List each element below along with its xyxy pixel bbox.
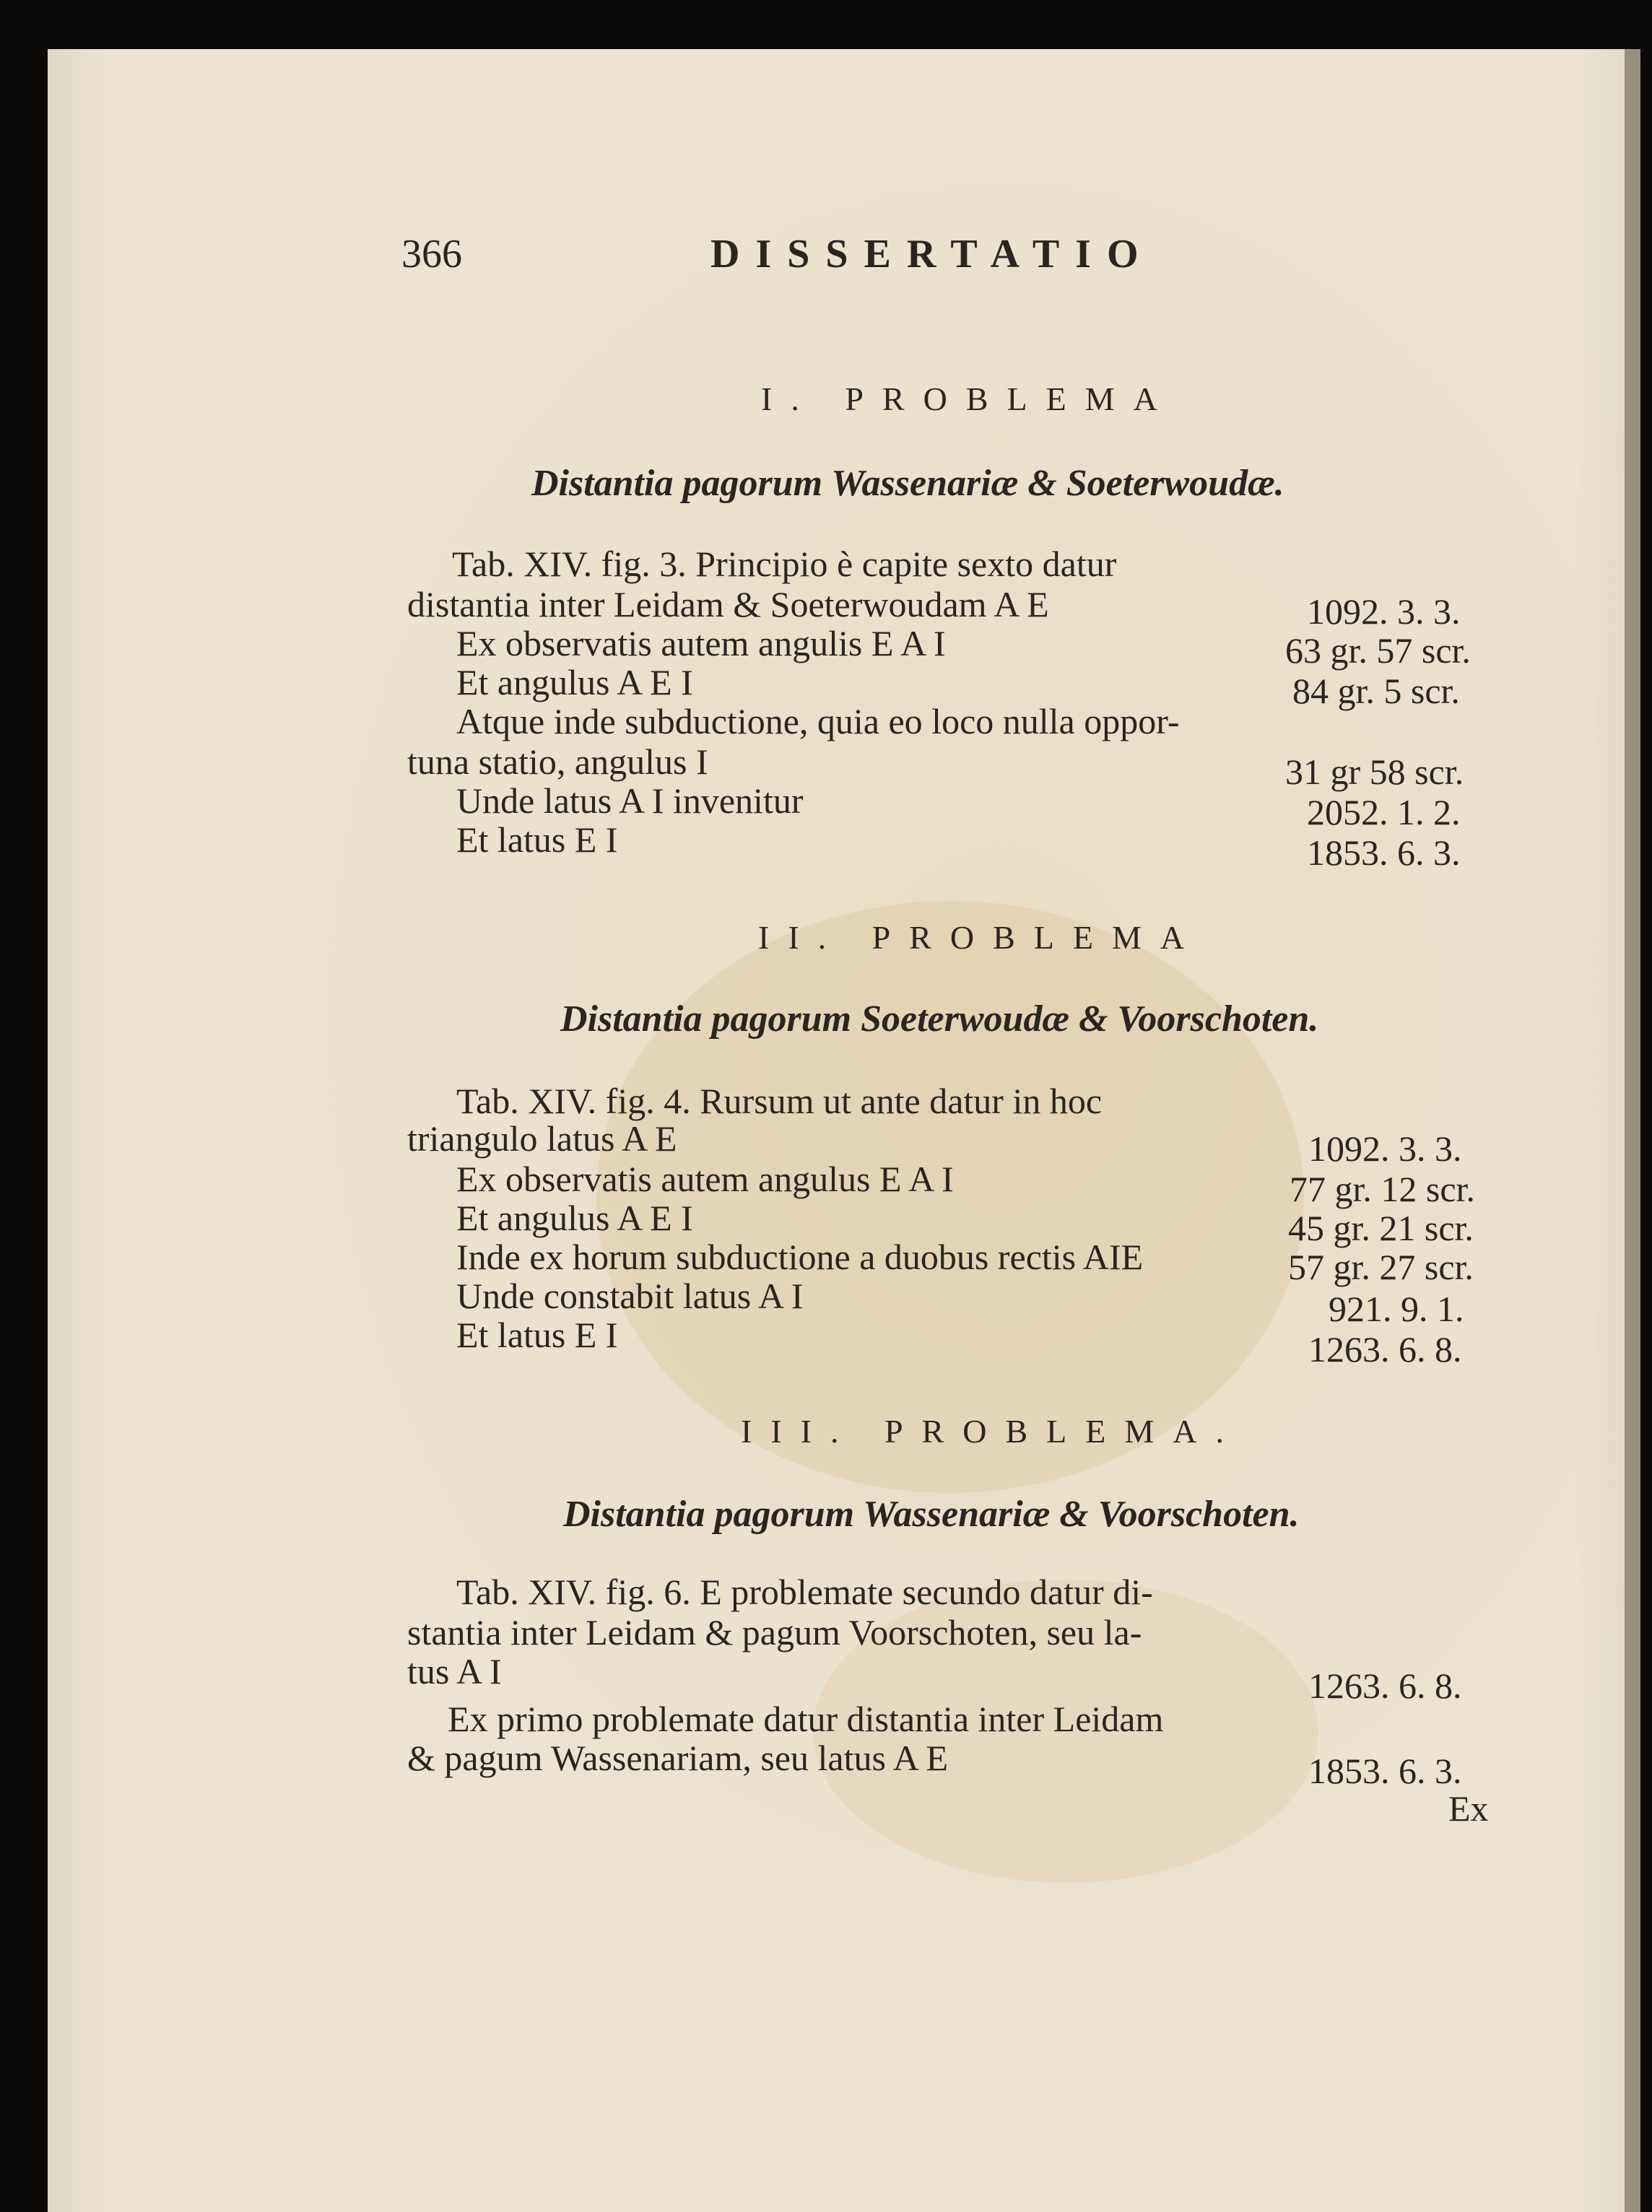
text-line: tuna statio, angulus I [407, 741, 708, 782]
text-line: Et latus E I [456, 819, 618, 860]
text-line: Tab. XIV. fig. 3. Principio è capite sexto datur [452, 544, 1117, 584]
text-line: & pagum Wassenariam, seu latus A E [407, 1738, 949, 1778]
problem-numeral: I. [761, 380, 818, 417]
value-cell: 45 gr. 21 scr. [1288, 1208, 1474, 1248]
value-cell: 1263. 6. 8. [1308, 1329, 1462, 1370]
problem-subtitle: Distantia pagorum Wassenariæ & Soeterwoudæ. [531, 463, 1284, 504]
text-line: Ex observatis autem angulis E A I [456, 623, 946, 663]
value-cell: 84 gr. 5 scr. [1292, 671, 1460, 711]
value-cell: 57 gr. 27 scr. [1288, 1247, 1474, 1287]
text-line: Et angulus A E I [456, 662, 693, 702]
text-line: triangulo latus A E [407, 1118, 677, 1159]
problem-word: PROBLEMA [871, 919, 1204, 956]
text-line: tus A I [407, 1651, 502, 1691]
problem-subtitle: Distantia pagorum Wassenariæ & Voorschoten. [563, 1494, 1300, 1535]
problem-word: PROBLEMA [845, 380, 1176, 417]
value-cell: 63 gr. 57 scr. [1285, 630, 1471, 671]
problem-numeral: II. [758, 919, 845, 956]
page-number: 366 [401, 232, 462, 276]
text-line: Ex observatis autem angulus E A I [456, 1159, 954, 1199]
value-cell: 77 gr. 12 scr. [1290, 1169, 1475, 1209]
value-cell: 921. 9. 1. [1329, 1289, 1464, 1329]
problem-subtitle: Distantia pagorum Soeterwoudæ & Voorschoten. [560, 998, 1319, 1040]
value-cell: 1853. 6. 3. [1308, 1751, 1462, 1791]
value-cell: 1853. 6. 3. [1307, 832, 1461, 873]
text-line: Et angulus A E I [456, 1198, 693, 1238]
text-line: stantia inter Leidam & pagum Voorschoten, seu la- [407, 1612, 1142, 1653]
text-line: Unde constabit latus A I [456, 1276, 804, 1316]
value-cell: 1263. 6. 8. [1308, 1665, 1462, 1706]
problem-heading [761, 380, 1176, 418]
text-line: Atque inde subductione, quia eo loco nulla oppor- [456, 701, 1180, 741]
running-title: DISSERTATIO [710, 232, 1155, 276]
value-cell: 31 gr 58 scr. [1285, 752, 1464, 792]
text-line: Et latus E I [456, 1315, 618, 1355]
text-line: Tab. XIV. fig. 4. Rursum ut ante datur in hoc [456, 1081, 1103, 1121]
problem-numeral: III. [741, 1413, 858, 1450]
text-line: Inde ex horum subductione a duobus rectis AIE [456, 1237, 1144, 1277]
text-line: Tab. XIV. fig. 6. E problemate secundo datur di- [456, 1572, 1153, 1612]
page-edge [1625, 49, 1640, 2212]
text-line: Unde latus A I invenitur [456, 780, 804, 821]
problem-heading [741, 1412, 1243, 1450]
text-line: distantia inter Leidam & Soeterwoudam A E [407, 584, 1049, 624]
value-cell: 1092. 3. 3. [1307, 591, 1461, 632]
text-line: Ex primo problemate datur distantia inter Leidam [448, 1699, 1164, 1739]
catchword: Ex [1448, 1788, 1489, 1829]
value-cell: 1092. 3. 3. [1308, 1128, 1462, 1169]
problem-word: PROBLEMA. [884, 1413, 1243, 1450]
problem-heading [758, 918, 1203, 957]
value-cell: 2052. 1. 2. [1307, 792, 1461, 832]
